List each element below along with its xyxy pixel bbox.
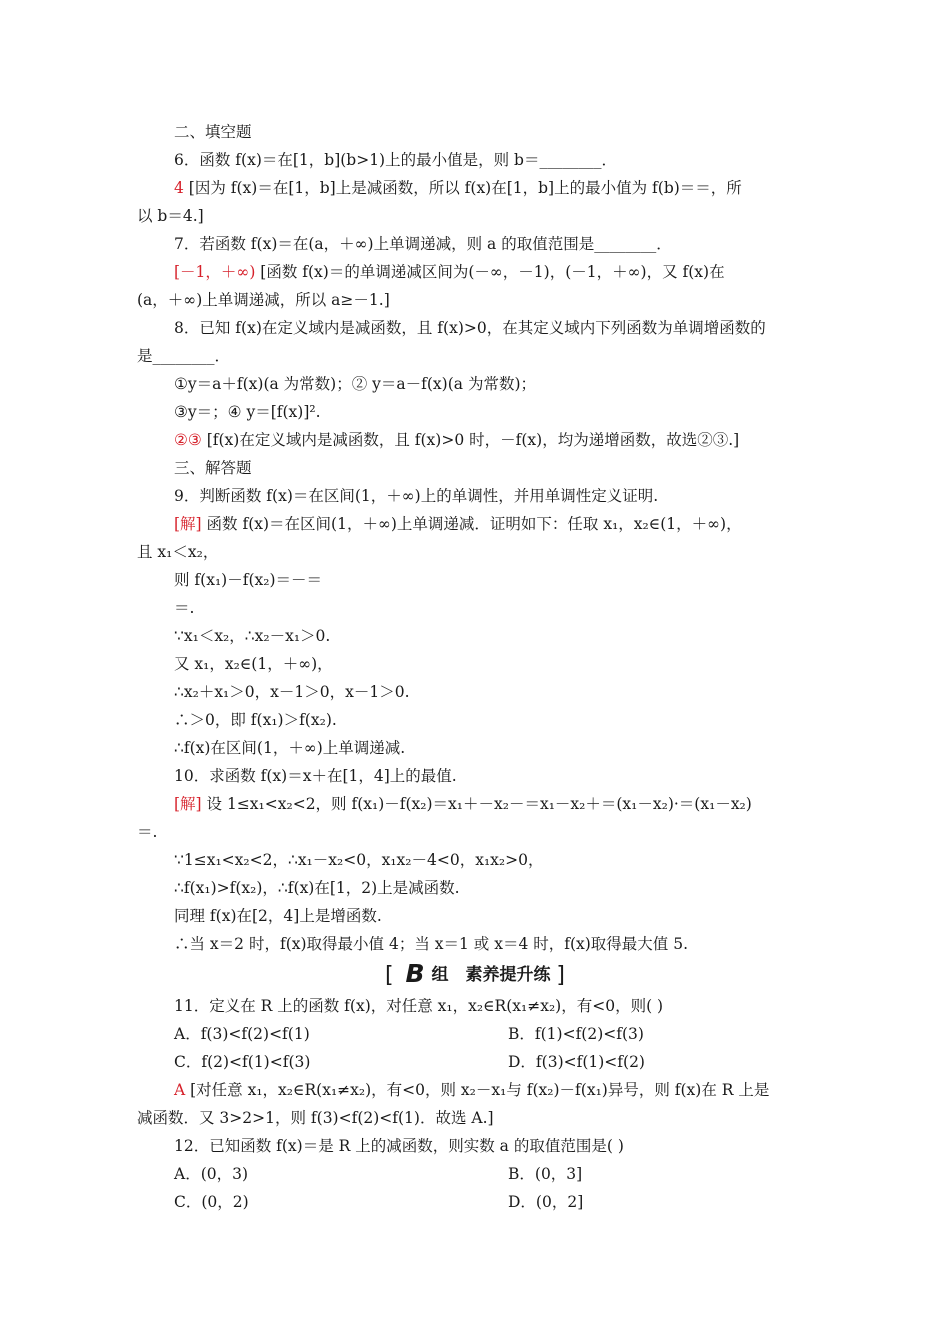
text-line-l23 xyxy=(174,737,405,759)
text-line-l30 xyxy=(174,933,688,955)
text-line-l01 xyxy=(174,121,252,143)
text-line-l03 xyxy=(174,177,742,199)
line-text: 同理 f(x)在[2，4]上是增函数. xyxy=(174,907,382,925)
line-text: 且 x₁＜x₂， xyxy=(137,543,219,561)
text-line-l12 xyxy=(174,429,739,451)
answer-mark: A xyxy=(174,1081,186,1099)
line-text: ＝. xyxy=(137,823,158,841)
text-line-l20 xyxy=(174,653,333,675)
line-text: ∴＞0，即 f(x₁)＞f(x₂). xyxy=(174,711,337,729)
line-text: [对任意 x₁，x₂∈R(x₁≠x₂)，有<0，则 x₂－x₁与 f(x₂)－f(x₁)异号，则 f(x)在 R 上是 xyxy=(185,1081,770,1099)
line-text: 8．已知 f(x)在定义域内是减函数，且 f(x)>0，在其定义域内下列函数为单调增函数的 xyxy=(174,319,766,337)
banner-title: 组 素养提升练 xyxy=(431,965,551,985)
text-line-l18 xyxy=(174,597,194,619)
line-text: [函数 f(x)＝的单调递减区间为(－∞，－1)，(－1，＋∞)，又 f(x)在 xyxy=(255,263,725,281)
text-line-l02 xyxy=(174,149,617,171)
text-line-l25 xyxy=(174,793,752,815)
text-line-l08 xyxy=(174,317,766,339)
line-text: 7．若函数 f(x)＝在(a，＋∞)上单调递减，则 a 的取值范围是________． xyxy=(174,235,672,253)
line-text: 11．定义在 R 上的函数 f(x)，对任意 x₁，x₂∈R(x₁≠x₂)，有<0，则( ) xyxy=(174,997,664,1015)
option-q12a: A．(0，3) xyxy=(174,1165,249,1183)
banner-open-bracket: [ xyxy=(384,963,394,988)
answer-mark: [解] xyxy=(174,795,202,813)
line-text: ③y＝；④ y＝[f(x)]². xyxy=(174,403,321,421)
line-text: 减函数．又 3>2>1，则 f(3)<f(2)<f(1)．故选 A.] xyxy=(137,1109,494,1127)
line-text: 以 b＝4.] xyxy=(137,207,204,225)
line-text: 三、解答题 xyxy=(174,459,252,477)
line-text: (a，＋∞)上单调递减，所以 a≥－1.] xyxy=(137,291,390,309)
text-line-l34 xyxy=(174,1135,624,1157)
line-text: ∴f(x₁)>f(x₂)，∴f(x)在[1，2)上是减函数. xyxy=(174,879,460,897)
line-text: 是________． xyxy=(137,347,231,365)
text-line-l04 xyxy=(137,205,204,227)
text-line-l06 xyxy=(174,261,725,283)
answer-mark: [解] xyxy=(174,515,202,533)
answer-mark: ②③ xyxy=(174,431,202,449)
text-line-l10 xyxy=(174,373,536,395)
text-line-l19 xyxy=(174,625,330,647)
text-line-l11 xyxy=(174,401,321,423)
text-line-l24 xyxy=(174,765,457,787)
answer-mark: 4 xyxy=(174,179,184,197)
line-text: ∵x₁＜x₂，∴x₂－x₁＞0. xyxy=(174,627,331,645)
option-q12d: D．(0，2] xyxy=(508,1193,584,1211)
line-text: ∴x₂＋x₁＞0，x－1＞0，x－1＞0. xyxy=(174,683,410,701)
line-text: 6．函数 f(x)＝在[1，b](b>1)上的最小值是，则 b＝________． xyxy=(174,151,617,169)
option-q12c: C．(0，2) xyxy=(174,1193,249,1211)
text-line-l29 xyxy=(174,905,382,927)
text-line-l09 xyxy=(137,345,230,367)
section-banner-group-b xyxy=(0,960,950,988)
banner-close-bracket: ] xyxy=(556,963,565,988)
line-text: 设 1≤x₁<x₂<2，则 f(x₁)－f(x₂)＝x₁＋－x₂－＝x₁－x₂＋＝(x₁－x₂)·＝(x₁－x₂) xyxy=(201,795,752,813)
text-line-l26 xyxy=(137,821,157,843)
text-line-l05 xyxy=(174,233,672,255)
text-line-l13 xyxy=(174,457,252,479)
line-text: 12．已知函数 f(x)＝是 R 上的减函数，则实数 a 的取值范围是( ) xyxy=(174,1137,624,1155)
line-text: ∴当 x＝2 时，f(x)取得最小值 4；当 x＝1 或 x＝4 时，f(x)取得最大值 5. xyxy=(174,935,689,953)
line-text: ①y＝a＋f(x)(a 为常数)；② y＝a－f(x)(a 为常数)； xyxy=(174,375,536,393)
line-text: 又 x₁，x₂∈(1，＋∞)， xyxy=(174,655,333,673)
text-line-l16 xyxy=(137,541,218,563)
answer-mark: [－1，＋∞) xyxy=(174,263,256,281)
option-q12b: B．(0，3] xyxy=(508,1165,583,1183)
text-line-l31 xyxy=(174,995,663,1017)
line-text: 10．求函数 f(x)＝x＋在[1，4]上的最值. xyxy=(174,767,457,785)
option-q11a: A．f(3)<f(2)<f(1) xyxy=(174,1025,310,1043)
text-line-l28 xyxy=(174,877,460,899)
line-text: [f(x)在定义域内是减函数，且 f(x)>0 时，－f(x)，均为递增函数，故选②③.] xyxy=(201,431,740,449)
text-line-l27 xyxy=(174,849,543,871)
group-b-logo-icon: B xyxy=(405,959,424,988)
text-line-l17 xyxy=(174,569,322,591)
line-text: 则 f(x₁)－f(x₂)＝－＝ xyxy=(174,571,322,589)
text-line-l32 xyxy=(174,1079,769,1101)
option-q11d: D．f(3)<f(1)<f(2) xyxy=(508,1053,645,1071)
option-q11c: C．f(2)<f(1)<f(3) xyxy=(174,1053,311,1071)
line-text: ∵1≤x₁<x₂<2，∴x₁－x₂<0，x₁x₂－4<0，x₁x₂>0， xyxy=(174,851,544,869)
text-line-l33 xyxy=(137,1107,494,1129)
line-text: ∴f(x)在区间(1，＋∞)上单调递减. xyxy=(174,739,406,757)
text-line-l15 xyxy=(174,513,742,535)
line-text: ＝. xyxy=(174,599,195,617)
line-text: 二、填空题 xyxy=(174,123,252,141)
line-text: 9．判断函数 f(x)＝在区间(1，＋∞)上的单调性，并用单调性定义证明. xyxy=(174,487,659,505)
text-line-l07 xyxy=(137,289,390,311)
line-text: [因为 f(x)＝在[1，b]上是减函数，所以 f(x)在[1，b]上的最小值为 f(b)＝＝，所 xyxy=(183,179,742,197)
text-line-l21 xyxy=(174,681,410,703)
text-line-l22 xyxy=(174,709,337,731)
text-line-l14 xyxy=(174,485,658,507)
option-q11b: B．f(1)<f(2)<f(3) xyxy=(508,1025,644,1043)
line-text: 函数 f(x)＝在区间(1，＋∞)上单调递减．证明如下：任取 x₁，x₂∈(1，＋∞)， xyxy=(201,515,742,533)
